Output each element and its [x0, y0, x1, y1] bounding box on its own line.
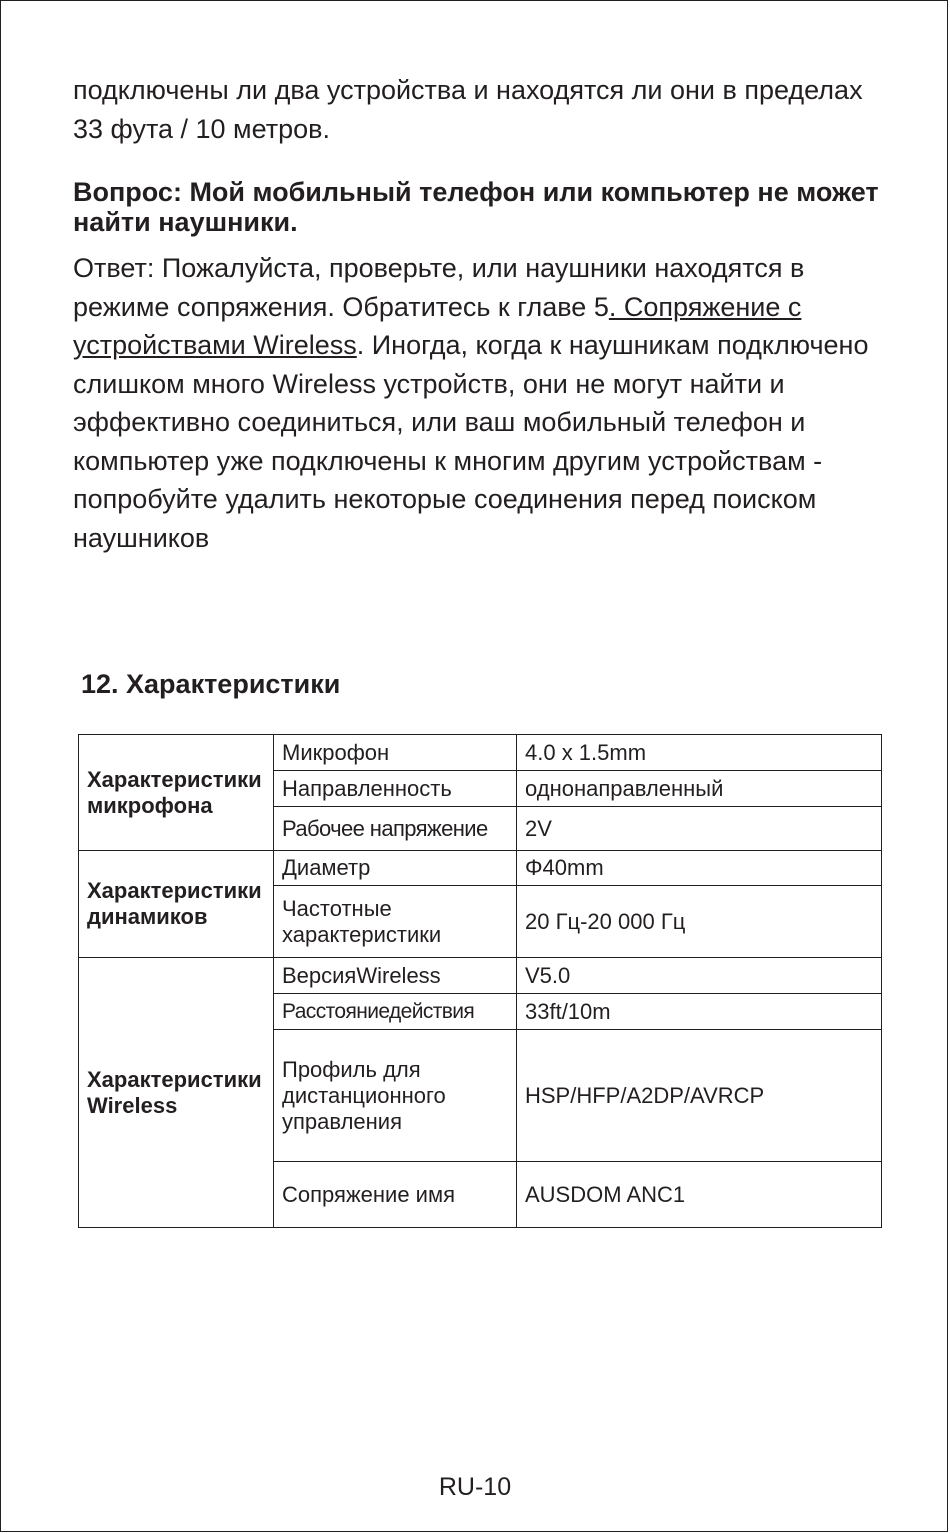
faq-question: Вопрос: Мой мобильный телефон или компьютер не может найти наушники. [73, 177, 879, 237]
answer-text-2: . Иногда, когда к наушникам подключено слишком много Wireless устройств, они не могут найти и эффективно соединиться, или ваш мобильный телефон и компьютер уже подключены к многим другим устройствам - попробуйте удалить некоторые соединения перед поиском наушников [73, 330, 869, 553]
spec-value: 4.0 x 1.5mm [517, 735, 882, 771]
spec-value: HSP/HFP/A2DP/AVRCP [517, 1030, 882, 1162]
spec-value: AUSDOM ANC1 [517, 1162, 882, 1228]
spec-name: Частотные характеристики [274, 886, 517, 958]
spec-name: Сопряжение имя [274, 1162, 517, 1228]
spec-name: ВерсияWireless [274, 958, 517, 994]
table-row [79, 735, 882, 771]
intro-paragraph: подключены ли два устройства и находятся ли они в пределах 33 фута / 10 метров. [73, 75, 863, 144]
spec-value: 2V [517, 807, 882, 851]
spec-value: V5.0 [517, 958, 882, 994]
chapter-reference-link[interactable]: . Сопряжение с устройствами Wireless [73, 291, 802, 360]
spec-name: Направленность [274, 771, 517, 807]
spec-value: 20 Гц-20 000 Гц [517, 886, 882, 958]
answer-text-1: Ответ: Пожалуйста, проверьте, или наушники находятся в режиме сопряжения. Обратитесь к главе 5 [73, 253, 805, 322]
section-heading: 12. Характеристики [81, 669, 341, 699]
spec-name: Профиль для дистанционного управления [274, 1030, 517, 1162]
spec-value: 33ft/10m [517, 994, 882, 1030]
page-number: RU-10 [438, 1473, 512, 1501]
spec-name: Рабочее напряжение [274, 807, 517, 851]
spec-name: Микрофон [274, 735, 517, 771]
faq-answer [73, 249, 893, 557]
group-label-speakers: Характеристики динамиков [79, 851, 274, 958]
group-label-microphone: Характеристики микрофона [79, 735, 274, 851]
spec-value: однонаправленный [517, 771, 882, 807]
spec-value: Φ40mm [517, 851, 882, 886]
specifications-table [78, 734, 882, 1228]
spec-name: Расстояниедействия [274, 994, 517, 1030]
table-row [79, 851, 882, 886]
table-row [79, 958, 882, 994]
group-label-wireless: Характеристики Wireless [79, 958, 274, 1228]
spec-name: Диаметр [274, 851, 517, 886]
